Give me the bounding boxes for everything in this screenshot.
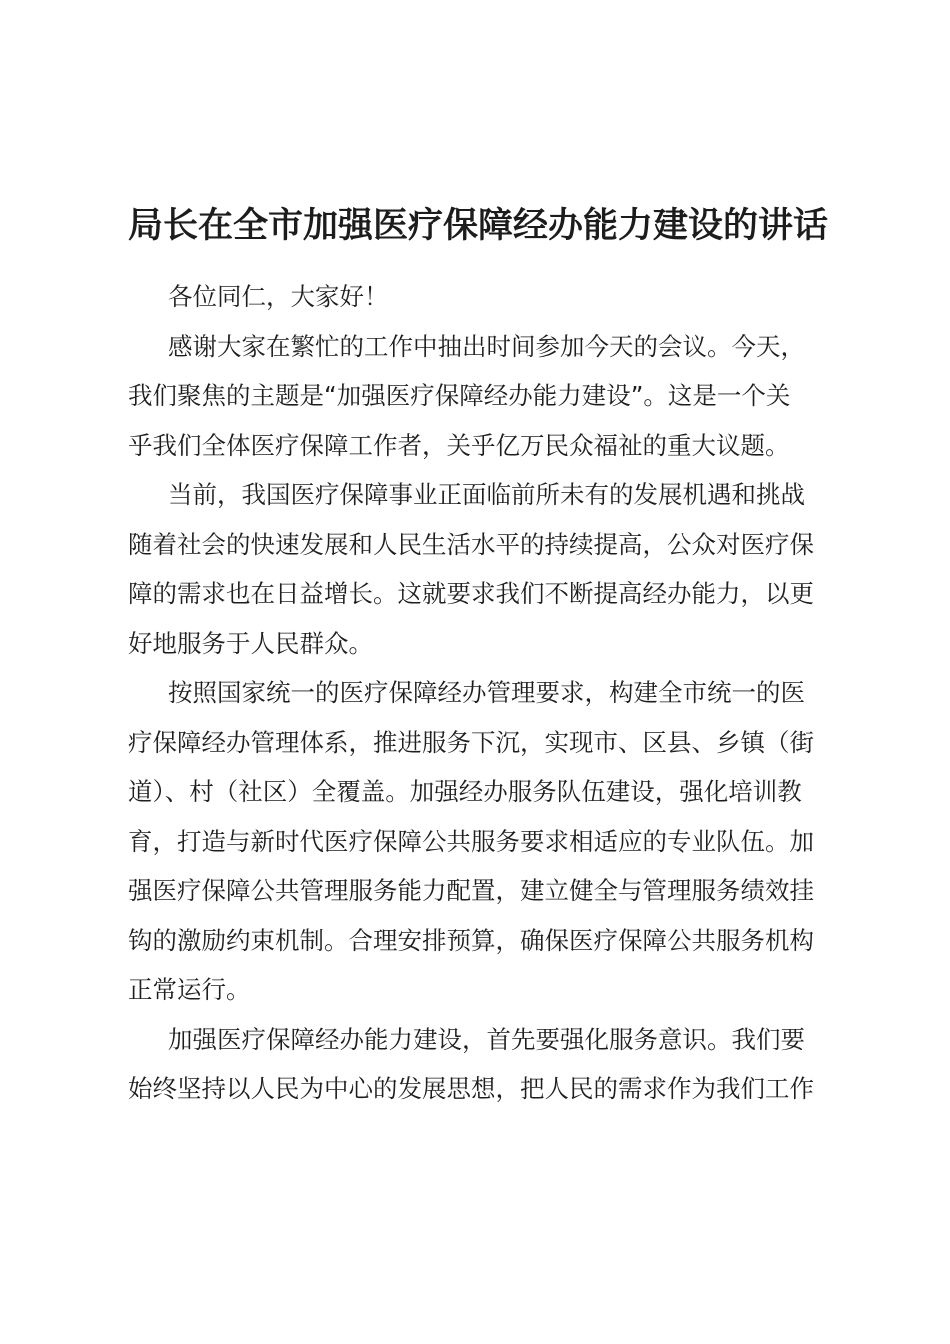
paragraph-line: 疗保障经办管理体系，推进服务下沉，实现市、区县、乡镇（街 bbox=[128, 727, 814, 757]
paragraph-line: 感谢大家在繁忙的工作中抽出时间参加今天的会议。今天， bbox=[168, 331, 805, 361]
paragraph-line: 育，打造与新时代医疗保障公共服务要求相适应的专业队伍。加 bbox=[128, 826, 814, 856]
paragraph-line: 正常运行。 bbox=[128, 975, 251, 1004]
paragraph-line: 好地服务于人民群众。 bbox=[128, 628, 373, 658]
paragraph-thanks bbox=[128, 322, 844, 471]
paragraph-line: 始终坚持以人民为中心的发展思想，把人民的需求作为我们工作 bbox=[128, 1074, 814, 1103]
paragraph-line: 强医疗保障公共管理服务能力配置，建立健全与管理服务绩效挂 bbox=[128, 876, 814, 905]
paragraph-line: 加强医疗保障经办能力建设，首先要强化服务意识。我们要 bbox=[168, 1024, 805, 1054]
paragraph-line: 障的需求也在日益增长。这就要求我们不断提高经办能力，以更 bbox=[128, 579, 814, 608]
paragraph-line: 当前，我国医疗保障事业正面临前所未有的发展机遇和挑战 bbox=[168, 480, 805, 509]
paragraph-line: 按照国家统一的医疗保障经办管理要求，构建全市统一的医 bbox=[168, 678, 805, 707]
paragraph-line: 我们聚焦的主题是“加强医疗保障经办能力建设”。这是一个关 bbox=[128, 381, 791, 410]
document-title: 局长在全市加强医疗保障经办能力建设的讲话 bbox=[128, 206, 829, 246]
paragraph-line: 随着社会的快速发展和人民生活水平的持续提高，公众对医疗保 bbox=[128, 529, 814, 559]
paragraph-greeting bbox=[128, 272, 844, 322]
paragraph-management-system bbox=[128, 668, 844, 1015]
paragraph-line: 各位同仁，大家好！ bbox=[168, 282, 389, 311]
paragraph-line: 钩的激励约束机制。合理安排预算，确保医疗保障公共服务机构 bbox=[128, 925, 814, 955]
paragraph-line: 道）、村（社区）全覆盖。加强经办服务队伍建设，强化培训教 bbox=[128, 777, 802, 806]
paragraph-line: 乎我们全体医疗保障工作者，关乎亿万民众福祉的重大议题。 bbox=[128, 430, 790, 460]
paragraph-current-situation bbox=[128, 470, 844, 668]
document-body bbox=[128, 272, 844, 1114]
paragraph-service-awareness bbox=[128, 1015, 844, 1114]
